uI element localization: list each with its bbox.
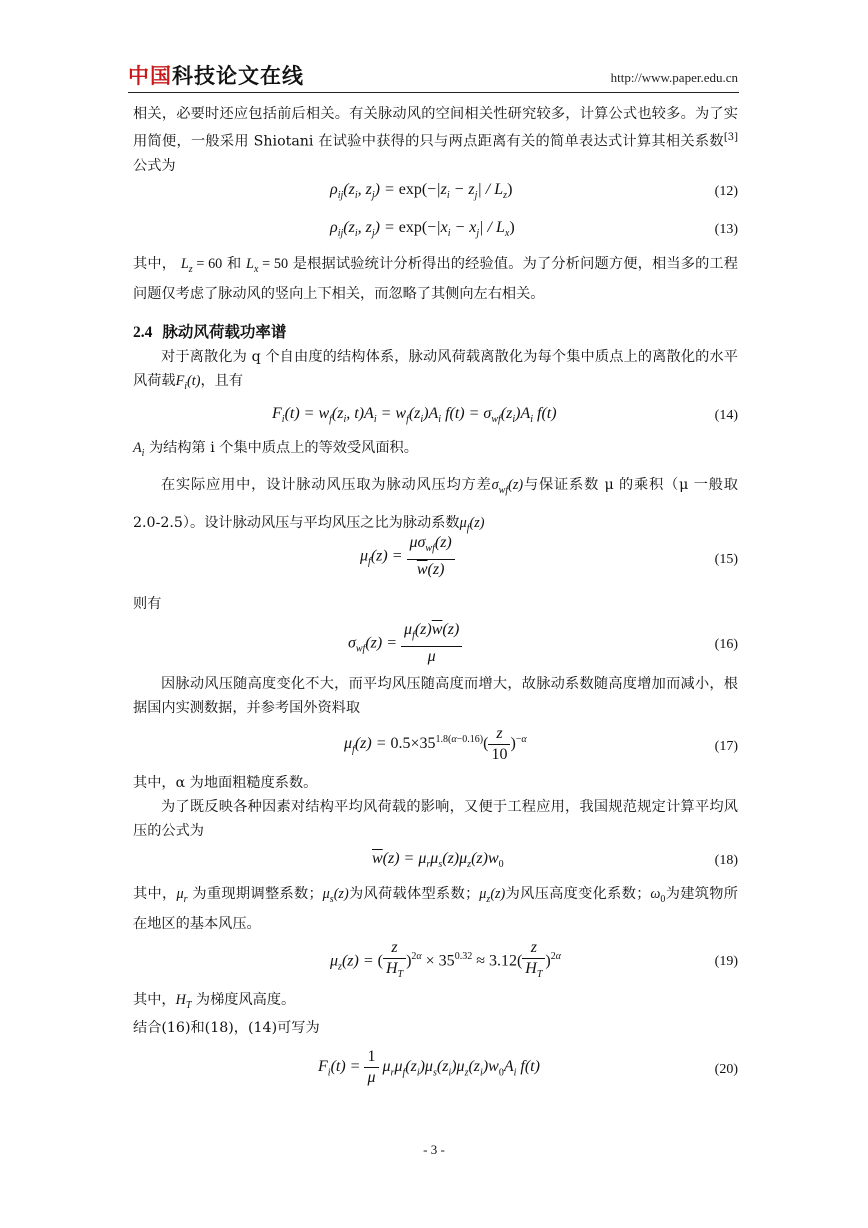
equation-15: $\mu_f(z)$ = $\frac{\mu\sigma_{wf}(z)}{\overline{w}(z)}$ (360, 533, 455, 580)
equation-number: (17) (714, 739, 738, 754)
equation-number: (12) (714, 184, 738, 199)
equation-12: $\rho_{ij}(z_i$, $z_j) = \exp(-|z_i - z_j| / L_z)$ (330, 181, 513, 202)
inline-math: $\sigma_{wf}(z)$ (491, 477, 524, 496)
paragraph-text: 是根据试验统计分析得出的经验值。为了分析问题方便，相当多的工程问题仅考虑了脉动风的竖向上下相关，而忽略了其侧向左右相关。 (133, 256, 738, 302)
inline-math: $\mu_f(z)$ (459, 514, 485, 534)
header-url[interactable]: http://www.paper.edu.cn (610, 70, 738, 85)
equation-number: (14) (714, 408, 738, 423)
page-number: - 3 - (423, 1142, 445, 1157)
inline-math: $H_T$ (175, 992, 192, 1011)
paragraph-text: 其中， (133, 886, 177, 902)
paragraph-text: 为风压高度变化系数； (505, 886, 651, 902)
paragraph-gradient (133, 988, 738, 1018)
inline-math: $A_i$ (133, 440, 145, 459)
inline-math: $\mu_r$ (176, 886, 188, 905)
paragraph-height: 因脉动风压随高度变化不大，而平均风压随高度而增大，故脉动系数随高度增加而减小，根据国内实测数据，并参考国外资料取 (133, 676, 738, 716)
equation-16: $\sigma_{wf}(z)$ = $\frac{\mu_f(z)\overline{w}(z)}{\mu}$ (348, 620, 462, 667)
paragraph-text: 为重现期调整系数； (192, 886, 323, 902)
paragraph-text: 相关，必要时还应包括前后相关。有关脉动风的空间相关性研究较多，计算公式也较多。为了实用简便，一般采用 Shiotani 在试验中获得的只与两点距离有关的简单表达式计算其相关系数 (133, 106, 738, 150)
paragraph-coefficients (133, 882, 738, 936)
paragraph-then: 则有 (133, 596, 162, 612)
paragraph-text: 对于离散化为 q 个自由度的结构体系，脉动风荷载离散化为每个集中质点上的离散化的水平风荷载 (133, 349, 738, 389)
equation-14: $F_i(t) = w_f(z_i$, $t)A_i = w_f(z_i)A_i$ $f(t) = \sigma_{wf}(z_i)A_i$ f(t) (272, 405, 557, 426)
equation-number: (15) (714, 552, 738, 567)
paragraph-lengths (133, 252, 738, 306)
equation-17: $\mu_f(z) = 0.5\times 35^{1.8(\alpha-0.16)}$( $\frac{z}{10}$ )$^{-\alpha}$ (344, 725, 527, 763)
paragraph-text: 与保证系数 μ 的乘积（μ 一般取 2.0-2.5）。设计脉动风压与平均风压之比为脉动系数 (133, 477, 738, 531)
paragraph-text: 为梯度风高度。 (195, 992, 296, 1008)
journal-logo (128, 60, 304, 90)
paragraph-text: 和 (226, 256, 242, 272)
citation-ref[interactable]: [3] (723, 132, 738, 143)
section-title: 脉动风荷载功率谱 (162, 322, 287, 341)
inline-math: $F_i(t)$ (175, 373, 201, 392)
equation-19: $\mu_z(z)$ = ( $\frac{z}{H_T}$ )$^{2\alpha} \times 35^{0.32} \approx 3.12$( $\frac{z}{H_T}$ )$^{2\alpha}$ (330, 939, 561, 981)
paragraph-code: 为了既反映各种因素对结构平均风荷载的影响，又便于工程应用，我国规范规定计算平均风压的公式为 (133, 799, 738, 839)
equation-number: (16) (714, 637, 738, 652)
header-rule (128, 92, 739, 93)
paragraph-text: 为风荷载体型系数； (348, 886, 480, 902)
equation-number: (19) (714, 954, 738, 969)
equation-20: $F_i(t)$ = $\frac{1}{\mu}$ $\mu_r\mu_f(z_i)\mu_s(z_i)\mu_z(z_i)w_0A_i$ f(t) (318, 1048, 540, 1086)
paragraph-roughness: 其中，α 为地面粗糙度系数。 (133, 775, 318, 791)
paragraph-text: ，且有 (200, 373, 244, 389)
paragraph-text: 在实际应用中，设计脉动风压取为脉动风压均方差 (161, 477, 492, 493)
inline-math: $L_z = 60$ (180, 256, 223, 275)
paragraph-text: 为建筑物所在地区的基本风压。 (133, 886, 738, 932)
inline-math: $L_x = 50$ (246, 256, 289, 275)
inline-math: $\mu_z(z)$ (479, 886, 506, 905)
paragraph-text: 为结构第 i 个集中质点上的等效受风面积。 (148, 440, 418, 456)
paragraph-text: 其中， (133, 256, 177, 272)
paragraph-text: 其中， (133, 992, 176, 1008)
equation-number: (18) (714, 853, 738, 868)
paragraph-text: 公式为 (133, 157, 176, 174)
inline-math: $\omega_0$ (650, 886, 666, 905)
equation-13: $\rho_{ij}(z_i$, $z_j) = \exp(-|x_i - x_j| / L_x)$ (330, 219, 515, 240)
logo-black-text: 科技论文在线 (172, 64, 304, 88)
paragraph-correlation (133, 102, 738, 178)
paragraph-discretization (133, 345, 738, 399)
paragraph-area (133, 436, 738, 466)
paragraph-combine: 结合(16)和(18)，(14)可写为 (133, 1020, 320, 1036)
section-number: 2.4 (133, 324, 153, 341)
equation-number: (20) (714, 1062, 738, 1077)
section-heading (133, 320, 286, 342)
inline-math: $\mu_s(z)$ (322, 886, 349, 905)
logo-red-text: 中国 (128, 64, 172, 88)
equation-number: (13) (714, 222, 738, 237)
equation-18: $\overline{w}(z) = \mu_r\mu_s(z)\mu_z(z)w_0$ (372, 850, 504, 871)
